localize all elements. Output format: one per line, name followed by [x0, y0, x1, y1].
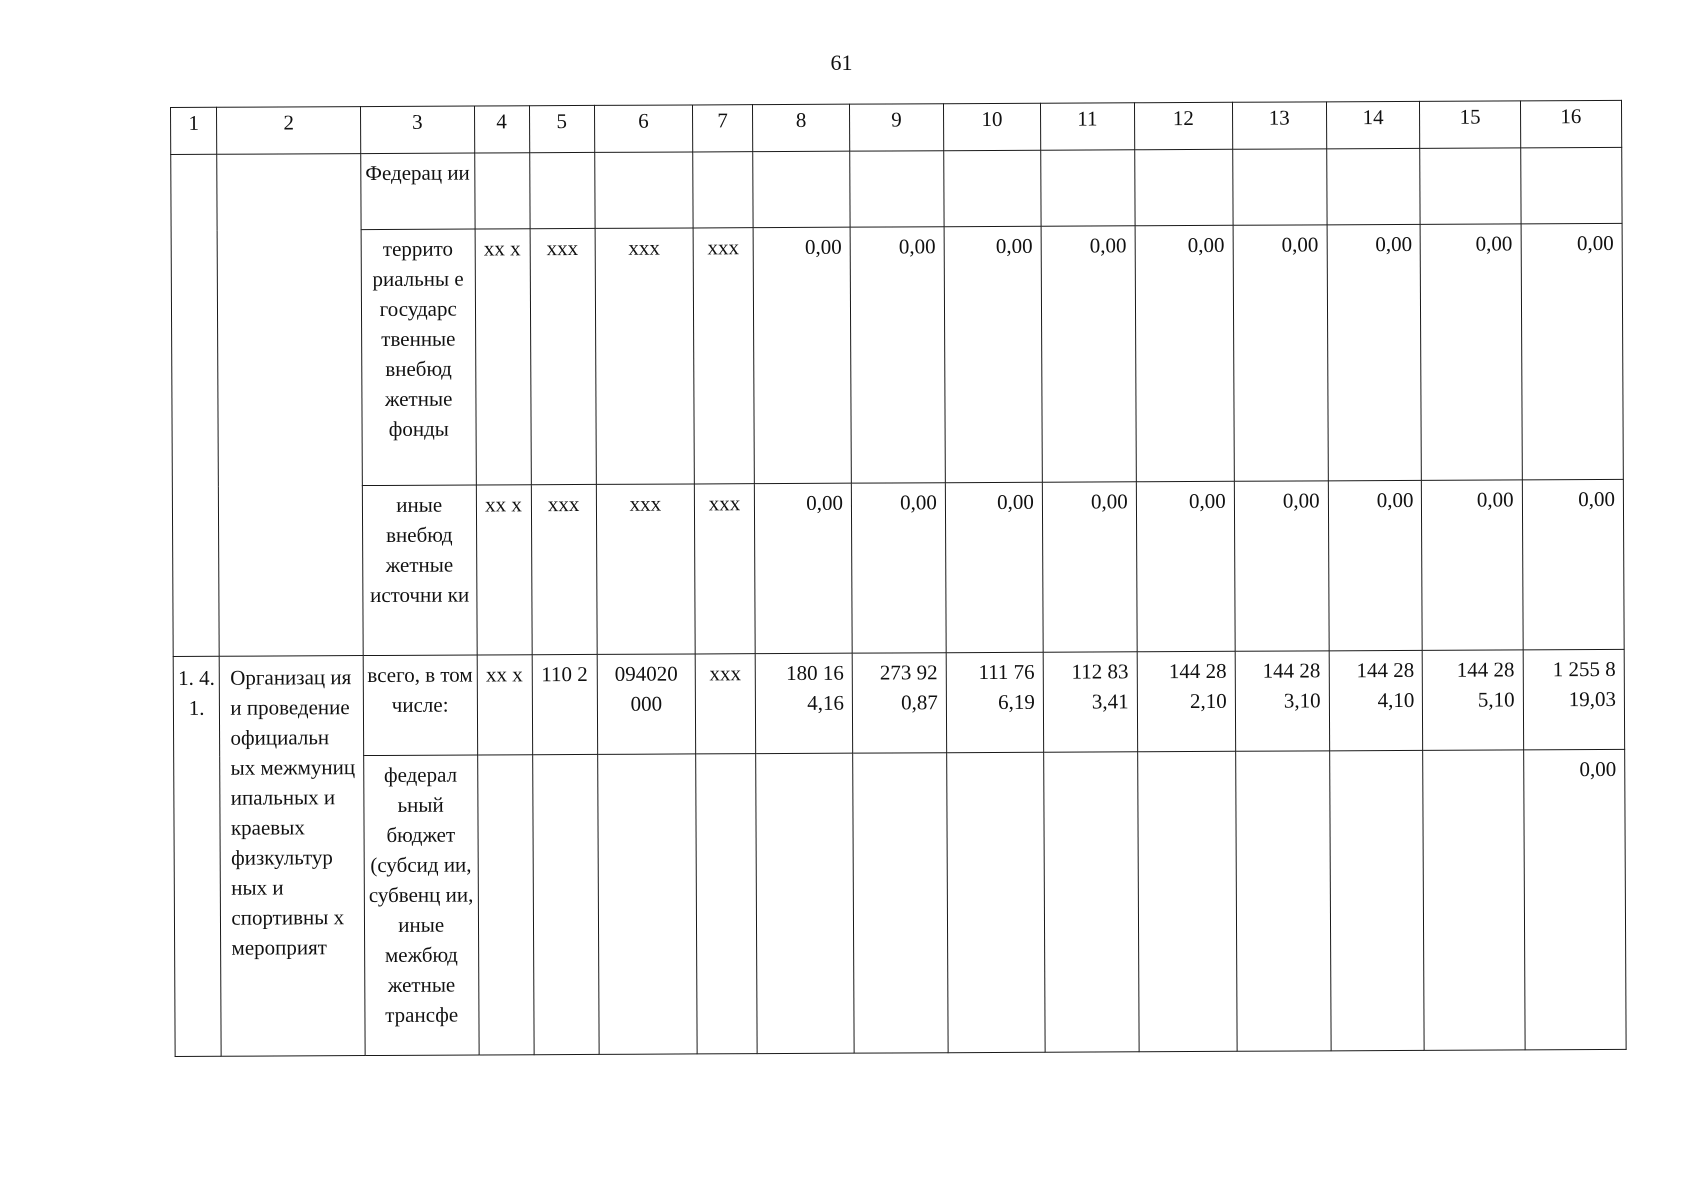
header-cell: 16 [1520, 100, 1622, 147]
cell-empty [1326, 148, 1420, 224]
cell-value: 0,00 [1042, 482, 1137, 652]
cell-empty [595, 152, 693, 228]
cell-empty-name [217, 154, 363, 657]
cell-code: ххх [530, 228, 597, 484]
table-row-other-sources [172, 479, 1624, 656]
cell-empty [756, 753, 854, 1053]
cell-empty-number [171, 154, 220, 656]
cell-value: 0,00 [1422, 480, 1523, 650]
source-label: террито риальны е государс твенные внебюд жетные фонды [361, 229, 476, 486]
cell-empty [944, 150, 1041, 226]
cell-value: 0,00 [850, 227, 945, 483]
cell-code: ххх [595, 228, 694, 484]
cell-code: хх х [475, 229, 531, 485]
cell-code: ххх [694, 484, 755, 654]
cell-value: 0,00 [1041, 226, 1136, 482]
cell-value: 111 76 6,19 [946, 652, 1043, 752]
cell-value: 144 28 5,10 [1423, 650, 1524, 750]
cell-value: 0,00 [944, 226, 1042, 482]
cell-value: 0,00 [754, 483, 852, 653]
cell-empty [1235, 751, 1330, 1051]
cell-code: хх х [476, 485, 532, 655]
budget-table [170, 100, 1627, 1057]
header-cell: 9 [850, 104, 944, 151]
cell-empty [753, 151, 850, 227]
header-cell: 2 [217, 107, 361, 155]
page-number: 61 [830, 50, 853, 75]
header-cell: 3 [360, 106, 474, 154]
header-cell: 15 [1420, 101, 1520, 148]
cell-value: 144 28 3,10 [1235, 651, 1329, 751]
cell-value: 273 92 0,87 [852, 653, 946, 753]
item-number: 1. 4. 1. [173, 656, 221, 1056]
cell-empty [1520, 147, 1622, 223]
cell-value: 0,00 [1135, 225, 1234, 481]
cell-empty [474, 153, 529, 229]
header-row [171, 100, 1622, 154]
header-cell: 8 [753, 104, 850, 151]
cell-value: 0,00 [1328, 480, 1423, 650]
cell-empty [696, 754, 758, 1054]
cell-code: ххх [531, 484, 597, 654]
cell-value: 112 83 3,41 [1043, 652, 1137, 752]
cell-value: 0,00 [945, 482, 1043, 652]
header-cell: 12 [1134, 102, 1232, 149]
cell-value: 0,00 [1421, 224, 1522, 480]
header-cell: 14 [1326, 101, 1420, 148]
cell-empty [1041, 150, 1135, 226]
table-row-total [173, 649, 1624, 756]
cell-value: 0,00 [851, 483, 946, 653]
source-label: всего, в том числе: [363, 655, 477, 756]
cell-code: ххх [596, 484, 695, 654]
cell-empty [477, 755, 533, 1055]
cell-code: 094020 000 [597, 654, 696, 754]
cell-value: 1 255 8 19,03 [1523, 649, 1625, 749]
cell-empty [947, 752, 1045, 1052]
cell-value: 0,00 [1327, 224, 1422, 480]
cell-empty [1137, 751, 1237, 1051]
header-cell: 7 [692, 105, 752, 152]
cell-empty [693, 152, 753, 228]
header-cell: 5 [529, 105, 595, 152]
cell-empty [1329, 750, 1424, 1050]
cell-code: 110 2 [532, 654, 598, 754]
header-cell: 11 [1040, 103, 1134, 150]
header-cell: 13 [1232, 102, 1326, 149]
cell-value: 0,00 [753, 227, 851, 483]
cell-empty [1423, 750, 1525, 1050]
cell-code: ххх [693, 228, 754, 484]
cell-value: 180 16 4,16 [755, 653, 852, 753]
item-name: Организац ия и проведение официальн ых межмуниц ипальных и краевых физкультур ных и спортивны х мероприят [220, 656, 365, 1057]
cell-value: 0,00 [1521, 223, 1624, 479]
cell-empty [1233, 149, 1327, 225]
cell-empty [853, 753, 948, 1053]
header-cell: 1 [171, 107, 218, 154]
cell-value: 0,00 [1234, 481, 1329, 651]
source-label: Федерац ии [361, 153, 475, 230]
cell-empty [1134, 149, 1232, 225]
cell-value: 144 28 4,10 [1329, 650, 1423, 750]
cell-code: хх х [477, 655, 532, 755]
cell-code: ххх [695, 654, 756, 754]
cell-empty [1420, 148, 1521, 224]
table-row-federation [171, 147, 1622, 230]
source-label: федерал ьный бюджет (субсид ии, субвенц ии, иные межбюд жетные трансфе [363, 755, 478, 1056]
cell-value: 0,00 [1523, 749, 1626, 1049]
cell-value: 0,00 [1136, 481, 1235, 651]
cell-empty [598, 754, 698, 1054]
cell-empty [1044, 752, 1139, 1052]
source-label: иные внебюд жетные источни ки [362, 485, 477, 656]
header-cell: 4 [474, 106, 529, 153]
cell-empty [850, 151, 944, 227]
cell-value: 0,00 [1233, 225, 1328, 481]
cell-value: 144 28 2,10 [1137, 651, 1236, 751]
table-row-federal [174, 749, 1626, 1056]
cell-value: 0,00 [1522, 479, 1624, 649]
header-cell: 10 [943, 103, 1040, 150]
cell-empty [532, 754, 599, 1054]
header-cell: 6 [594, 105, 692, 152]
table-row-territorial [171, 223, 1623, 486]
cell-empty [529, 152, 595, 228]
